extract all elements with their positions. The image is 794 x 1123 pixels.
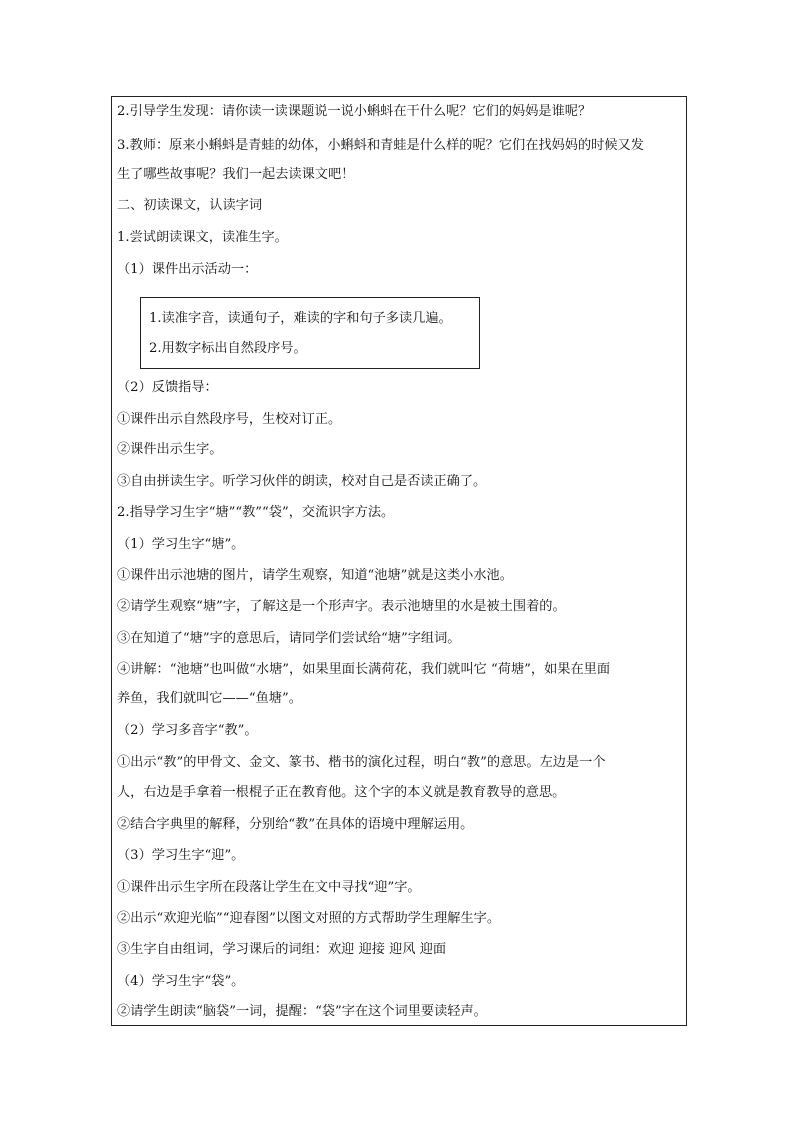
text-line: （4）学习生字“袋”。 — [117, 974, 245, 989]
text-line: 人，右边是手拿着一根棍子正在教育他。这个字的本义就是教育教导的意思。 — [117, 785, 566, 800]
text-line: 2.引导学生发现：请你读一读课题说一说小蝌蚪在干什么呢？它们的妈妈是谁呢？ — [117, 104, 592, 119]
text-line: 养鱼，我们就叫它——“鱼塘”。 — [117, 691, 302, 706]
text-line: （1）课件出示活动一： — [117, 262, 258, 277]
text-line: ③自由拼读生字。听学习伙伴的朗读，校对自己是否读正确了。 — [117, 474, 487, 489]
text-line: （1）学习生字“塘”。 — [117, 537, 245, 552]
section-heading: 二、初读课文，认读字词 — [117, 198, 263, 213]
text-line: （2）反馈指导： — [117, 380, 218, 395]
text-line: ②出示“欢迎光临”“迎春图”以图文对照的方式帮助学生理解生字。 — [117, 911, 501, 926]
text-line: ③在知道了“塘”字的意思后，请同学们尝试给“塘”字组词。 — [117, 631, 461, 646]
text-line: 生了哪些故事呢？我们一起去读课文吧！ — [117, 167, 355, 182]
text-line: ①出示“教”的甲骨文、金文、篆书、楷书的演化过程，明白“教”的意思。左边是一个 — [117, 755, 606, 770]
text-line: ②课件出示生字。 — [117, 442, 223, 457]
text-line: 2.指导学习生字“塘”“教”“袋”，交流识字方法。 — [117, 505, 395, 520]
activity-item: 2.用数字标出自然段序号。 — [149, 341, 307, 356]
activity-box — [140, 297, 480, 369]
text-line: ①课件出示自然段序号，生校对订正。 — [117, 412, 342, 427]
text-line: ①课件出示生字所在段落让学生在文中寻找“迎”字。 — [117, 880, 421, 895]
text-line: （2）学习多音字“教”。 — [117, 723, 258, 738]
text-line: ②请学生朗读“脑袋”一词，提醒：“袋”字在这个词里要读轻声。 — [117, 1004, 487, 1019]
text-line: 3.教师：原来小蝌蚪是青蛙的幼体，小蝌蚪和青蛙是什么样的呢？它们在找妈妈的时候又发 — [117, 138, 644, 153]
text-line: 1.尝试朗读课文，读准生字。 — [117, 230, 288, 245]
text-line: ③生字自由组词，学习课后的词组：欢迎 迎接 迎风 迎面 — [117, 942, 447, 957]
activity-item: 1.读准字音，读通句子，难读的字和句子多读几遍。 — [149, 311, 452, 326]
text-line: ②结合字典里的解释，分别给“教”在具体的语境中理解运用。 — [117, 817, 474, 832]
text-line: ④讲解：“池塘”也叫做“水塘”，如果里面长满荷花，我们就叫它 “荷塘”，如果在里面 — [117, 662, 611, 677]
text-line: ①课件出示池塘的图片，请学生观察，知道“池塘”就是这类小水池。 — [117, 568, 513, 583]
text-line: （3）学习生字“迎”。 — [117, 848, 245, 863]
text-line: ②请学生观察“塘”字，了解这是一个形声字。表示池塘里的水是被土围着的。 — [117, 599, 566, 614]
